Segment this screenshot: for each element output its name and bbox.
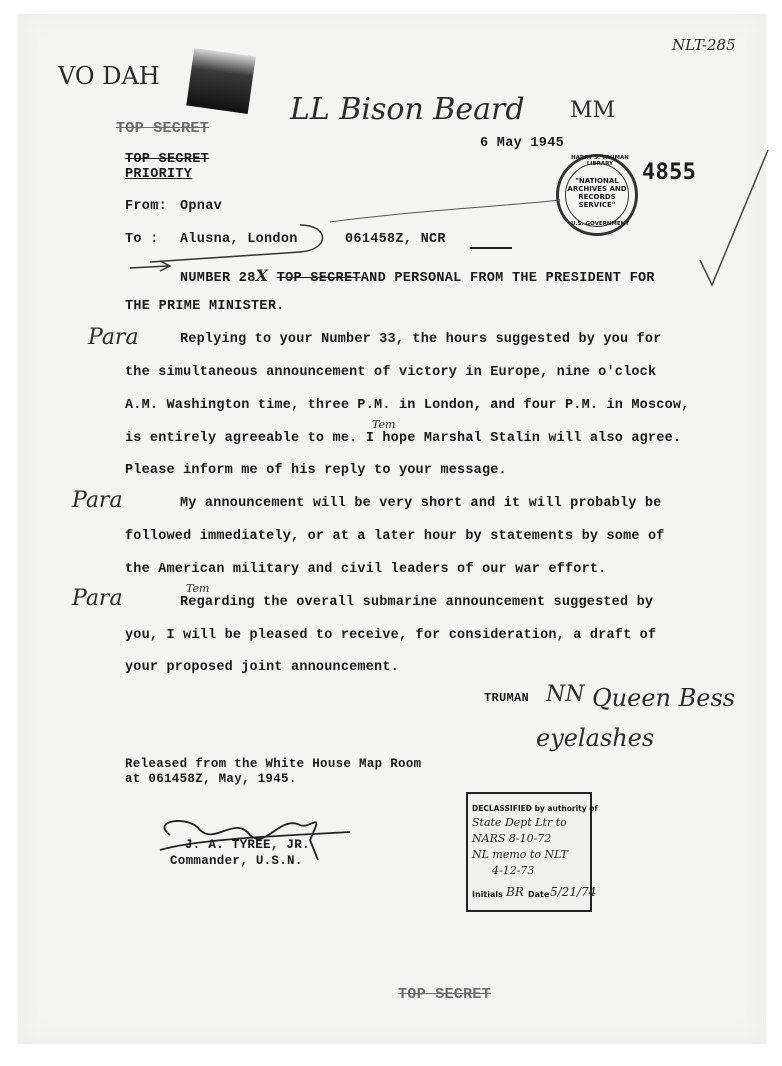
handwritten-top-left: VO DAH [58,62,160,90]
declass-line3: NL memo to NLT [472,848,568,861]
body-line: Regarding the overall submarine announcement suggested by [180,595,654,610]
release-line1: Released from the White House Map Room [125,757,422,771]
officer-name: J. A. TYREE, JR. [185,838,310,852]
officer-title: Commander, U.S.N. [170,854,303,868]
heading-rest: AND PERSONAL FROM THE PRESIDENT FOR [360,271,655,286]
footer-classification: TOP SECRET [398,986,492,1003]
para-mark-1: Para [88,325,139,350]
heading-number: NUMBER 28 [180,271,256,286]
body-line: Replying to your Number 33, the hours suggested by you for [180,332,662,347]
message-heading: NUMBER 28X TOP SECRETAND PERSONAL FROM THE PRESIDENT FOR [180,266,655,286]
redaction-block [186,48,255,114]
message-heading-line2: THE PRIME MINISTER. [125,299,285,314]
handwritten-note-line2: eyelashes [536,724,655,752]
from-value: Opnav [180,199,223,214]
stamp-line6: U.S. GOVERNMENT [571,221,629,227]
from-label: From: [125,199,168,214]
declassification-stamp [466,792,598,912]
para-mark-2: Para [72,488,123,513]
signature-truman: TRUMAN [484,691,530,705]
handwritten-file-code: NLT-285 [672,36,736,54]
body-line: the simultaneous announcement of victory in Europe, nine o'clock [125,365,657,380]
date: 6 May 1945 [480,136,565,151]
heading-struck: TOP SECRET [276,271,361,286]
body-line: My announcement will be very short and it will probably be [180,496,662,511]
handwritten-initials: NN [546,682,585,707]
stamp-line1: HARRY S. TRUMAN LIBRARY [571,155,629,167]
priority: PRIORITY [125,167,193,182]
body-line: followed immediately, or at a later hour by statements by some of [125,529,665,544]
dtg-underline [470,247,512,249]
date-time-group: 061458Z, NCR [345,232,446,247]
stamp-line3: ARCHIVES AND [567,185,627,193]
body-line: the American military and civil leaders of our war effort. [125,562,607,577]
body-line: you, I will be pleased to receive, for consideration, a draft of [125,628,657,643]
declass-line1: State Dept Ltr to [472,816,567,829]
stamp-line4: RECORDS [578,193,616,201]
body-line: Please inform me of his reply to your message. [125,463,507,478]
declass-line2: NARS 8-10-72 [472,832,552,845]
body-line: is entirely agreeable to me. I hope Marshal Stalin will also agree. [125,431,682,446]
stamp-line2: "NATIONAL [575,177,619,185]
declass-line4: 4-12-73 [492,864,535,877]
declass-initials-label: Initials [472,890,503,899]
classification: TOP SECRET [125,152,210,167]
handwritten-routing-initials: MM [570,98,616,123]
to-label: To : [125,232,159,247]
declass-title: DECLASSIFIED by authority of [472,804,598,813]
to-value: Alusna, London [180,232,298,247]
tem-mark-2: Tem [186,582,210,595]
archives-stamp [556,154,638,236]
classification-faded: TOP SECRET [116,120,210,137]
para-mark-3: Para [72,586,123,611]
stamp-line5: SERVICE" [578,201,616,209]
body-line: your proposed joint announcement. [125,660,399,675]
declass-initials-value: BR [506,885,524,899]
declass-date-label: Date [528,890,550,899]
declass-date-value: 5/21/74 [550,885,597,899]
handwritten-note-line1: Queen Bess [592,684,736,712]
release-line2: at 061458Z, May, 1945. [125,772,297,786]
document-number: 4855 [642,160,697,185]
tem-mark-1: Tem [372,418,396,431]
handwritten-routing: LL Bison Beard [290,92,525,127]
body-line: A.M. Washington time, three P.M. in London, and four P.M. in Moscow, [125,398,690,413]
